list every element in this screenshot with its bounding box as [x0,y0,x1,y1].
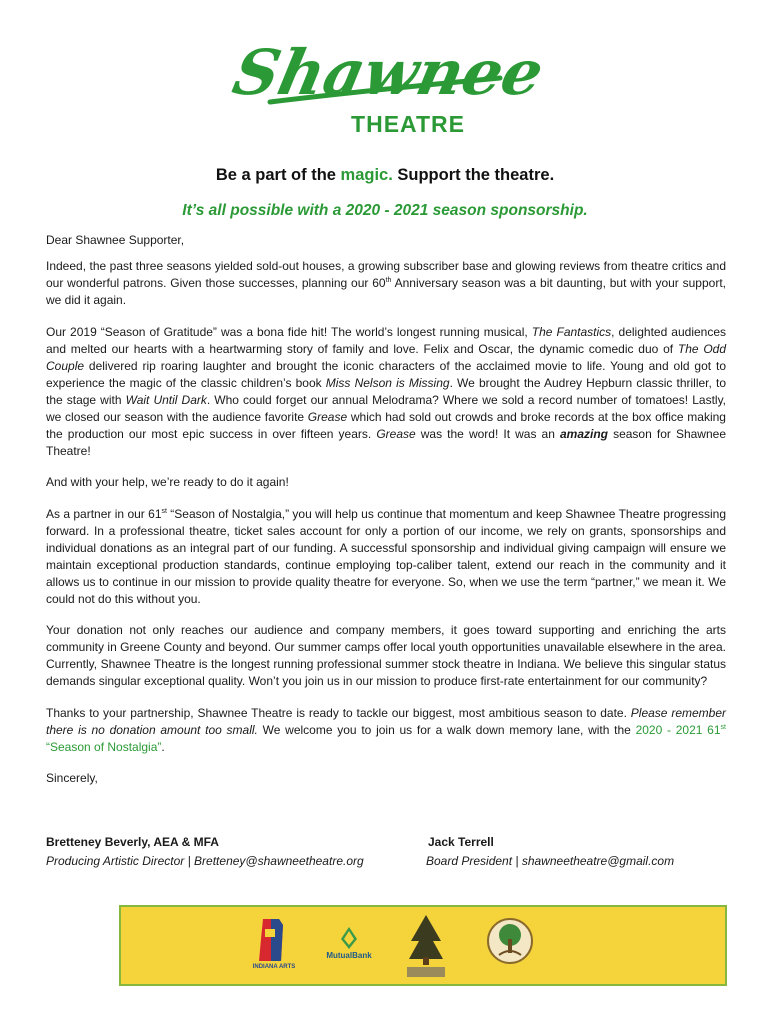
headline-accent: magic. [340,166,393,184]
p2-amazing: amazing [559,426,608,441]
paragraph-6 [46,705,726,756]
p2-text-a: Our 2019 “Season of Gratitude” was a bona fide hit! The world’s longest running musical, [46,324,532,339]
signature-name: Bretteney Beverly, AEA & MFA [46,835,219,849]
shawnee-theatre-logo [227,32,550,138]
p2-text-d: . We brought the Audrey Hepburn classic thriller, to the stage with [46,375,727,407]
p2-title-grease-2: Grease [376,426,416,441]
paragraph-3: And with your help, we’re ready to do it again! [46,475,289,489]
paragraph-5: Your donation not only reaches our audience and company members, it goes toward supporting and enriching the arts community in Greene County and beyond. Our summer camps offer local youth opportunities unavailable elsewhere in the area. Currently, Shawnee Theatre is the longest running professional summer stock theatre in Indiana. We believe this singular status demands singular exceptional quality. Won’t you join us in our mission to produce first-rate entertainment for our community? [46,623,726,688]
p6-text-b: We welcome you to join us for a walk down memory lane, with the [257,722,636,737]
page-subheadline: It’s all possible with a 2020 - 2021 season sponsorship. [182,202,588,219]
letter-body [46,232,726,802]
p4-text-b: “Season of Nostalgia,” you will help us continue that momentum and keep Shawnee Theatre progressing forward. In a professional theatre, ticket sales account for only a portion of our income, we rely on grants, sponsorships and individual donations as an integral part of our funding. A successful sponsorship and individual giving campaign will ensure we maintain exceptional production standards, continue employing top-caliber talent, extend our reach in the community and it allows us to continue in our mission to provide quality theatre for everyone. So, when we use the term “partner,” we mean it. We could not do this without you. [46,506,726,606]
paragraph-1 [46,258,726,309]
mutual-bank-logo [319,925,379,973]
indiana-arts-label: INDIANA ARTS [252,964,296,970]
signature-role: Board President | shawneetheatre@gmail.com [426,854,675,868]
headline-part-2: Support the theatre. [392,166,555,184]
p2-text-b: , delighted audiences and melted our hearts with a heartwarming story of family and love. Felix and Oscar, the dynamic comedic duo of [46,324,727,356]
signature-director [46,833,364,871]
p4-sup: st [161,507,167,515]
tree-logo [403,911,449,981]
p6-green-a: 2020 - 2021 61 [635,722,721,737]
p2-text-g: was the word! It was an [415,426,560,441]
salutation: Dear Shawnee Supporter, [46,233,185,247]
paragraph-4 [46,506,726,608]
signature-role: Producing Artistic Director | Bretteney@shawneetheatre.org [46,854,364,868]
headline-part-1: Be a part of the [215,166,341,184]
p2-title-miss-nelson: Miss Nelson is Missing [325,375,450,390]
signature-name: Jack Terrell [428,835,494,849]
indiana-arts-logo [249,915,299,975]
tree-seal-logo [487,911,533,977]
p2-title-wait-until-dark: Wait Until Dark [125,392,207,407]
p1-sup: th [385,277,392,284]
p2-text-c: delivered rip roaring laughter and brought the iconic characters of the acclaimed movie to life. Young and old got to experience the magic of the classic children’s book [46,358,726,390]
p6-green-sup: st [720,723,726,731]
sponsor-banner [119,905,727,986]
p2-title-grease: Grease [307,409,348,424]
p2-title-odd-couple: The Odd Couple [46,341,726,373]
p6-text-c: . [161,739,165,754]
p2-text-e: . Who could forget our annual Melodrama? Where we sold a record number of tomatoes! Lastly, we closed our season with the audience favorite [46,392,727,424]
p2-title-fantastics: The Fantastics [531,324,612,339]
p6-text-a: Thanks to your partnership, Shawnee Theatre is ready to tackle our biggest, most ambitious season to date. [46,705,631,720]
logo-word-text: THEATRE [351,111,465,137]
closing: Sincerely, [46,771,98,785]
p6-italic: Please remember there is no donation amount too small. [46,705,726,737]
signature-president [426,833,674,871]
p1-text-a: Indeed, the past three seasons yielded sold-out houses, a growing subscriber base and glowing reviews from theatre critics and our wonderful patrons. Given those successes, planning our 60 [46,259,726,290]
p6-green-b: “Season of Nostalgia” [46,739,162,754]
p1-text-b: Anniversary season was a bit daunting, but with your support, we did it again. [46,276,726,307]
p2-text-f: which had sold out crowds and broke records at the box office making the production our most epic success in over fifteen years. [46,409,726,441]
page-headline [0,166,770,185]
paragraph-2 [46,324,726,460]
logo-script-text: Shawnee [227,35,550,109]
p2-text-h: season for Shawnee Theatre! [46,426,726,458]
p4-text-a: As a partner in our 61 [46,506,162,521]
mutual-bank-label: MutualBank [326,951,372,960]
